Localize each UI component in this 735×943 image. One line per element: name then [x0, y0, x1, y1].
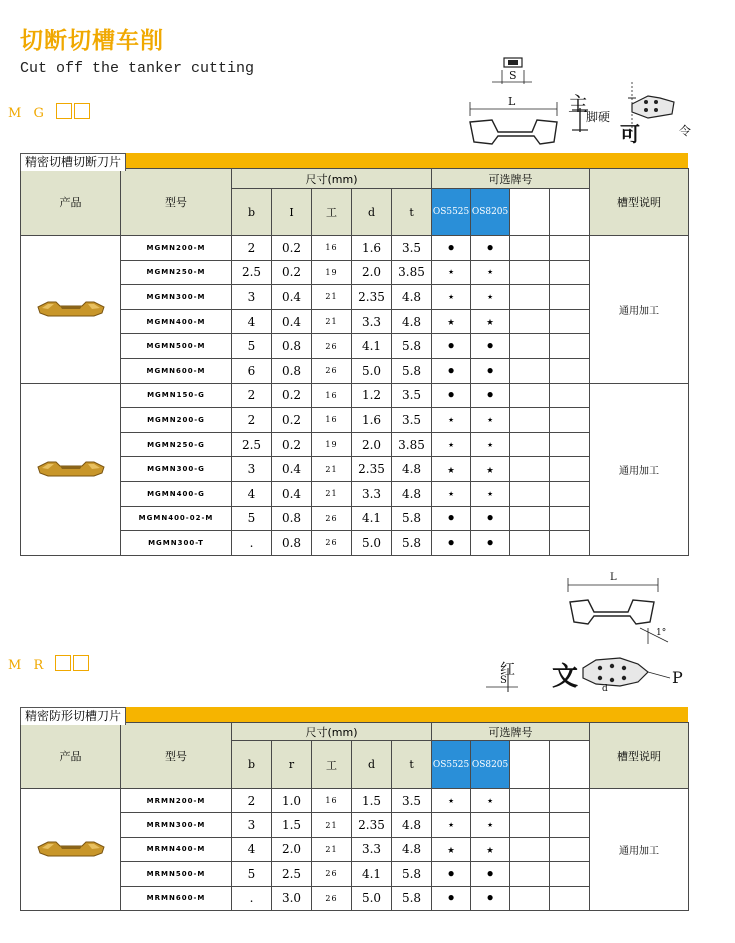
t-cell: 4.8	[392, 285, 432, 310]
w-cell: 21	[312, 285, 352, 310]
brand-1-mark: ★	[432, 457, 471, 482]
mg-header-dims: 尺寸(mm)	[232, 169, 432, 189]
table-row	[21, 481, 689, 506]
mr-header-brand-1: OS5525	[432, 741, 471, 789]
w-cell: 26	[312, 862, 352, 886]
d-cell: 3.3	[352, 481, 392, 506]
mr-series-code	[8, 655, 91, 675]
brand-4-mark	[550, 789, 590, 813]
product-image	[21, 236, 121, 384]
model-cell: MGMN300-M	[121, 285, 232, 310]
brand-2-mark: ●	[471, 334, 510, 359]
t-cell: 3.5	[392, 408, 432, 433]
t-cell: 3.5	[392, 236, 432, 261]
model-cell: MGMN600-M	[121, 358, 232, 383]
d-cell: 2.35	[352, 457, 392, 482]
table-row	[21, 789, 689, 813]
brand-2-mark: ★	[471, 837, 510, 861]
brand-3-mark	[510, 358, 550, 383]
mr-diagram-label-t: 1°	[656, 628, 667, 638]
brand-1-mark: ●	[432, 334, 471, 359]
mr-banner-label: 精密防形切槽刀片	[20, 707, 126, 725]
brand-3-mark	[510, 531, 550, 556]
mg-diagram-label-a: 主	[568, 92, 588, 116]
table-row	[21, 506, 689, 531]
r-cell: 0.2	[272, 408, 312, 433]
model-cell: MGMN150-G	[121, 383, 232, 408]
mr-section	[20, 707, 688, 911]
mg-header-t: t	[392, 189, 432, 236]
mg-header-w: 工	[312, 189, 352, 236]
table-row	[21, 285, 689, 310]
brand-3-mark	[510, 236, 550, 261]
mg-header-model: 型号	[121, 169, 232, 236]
mr-header-product: 产品	[21, 723, 121, 789]
b-cell: 2	[232, 383, 272, 408]
table-row	[21, 432, 689, 457]
b-cell: 5	[232, 506, 272, 531]
brand-4-mark	[550, 481, 590, 506]
b-cell: 4	[232, 309, 272, 334]
brand-4-mark	[550, 260, 590, 285]
mg-header-b: b	[232, 189, 272, 236]
r-cell: 0.4	[272, 309, 312, 334]
brand-4-mark	[550, 408, 590, 433]
t-cell: 4.8	[392, 309, 432, 334]
brand-1-mark: ★	[432, 481, 471, 506]
brand-2-mark: ★	[471, 481, 510, 506]
brand-3-mark	[510, 886, 550, 910]
table-row	[21, 886, 689, 910]
brand-1-mark: ●	[432, 506, 471, 531]
b-cell: 3	[232, 285, 272, 310]
d-cell: 2.0	[352, 432, 392, 457]
mr-header-b: b	[232, 741, 272, 789]
mg-series-code	[8, 103, 92, 123]
mr-header-note: 槽型说明	[590, 723, 689, 789]
t-cell: 5.8	[392, 506, 432, 531]
t-cell: 5.8	[392, 358, 432, 383]
mg-header-brands: 可选牌号	[432, 169, 590, 189]
mr-series-code-boxes	[55, 655, 91, 675]
model-cell: MGMN300-T	[121, 531, 232, 556]
mr-header-t: t	[392, 741, 432, 789]
product-image	[21, 383, 121, 555]
d-cell: 2.35	[352, 813, 392, 837]
d-cell: 3.3	[352, 837, 392, 861]
brand-2-mark: ★	[471, 285, 510, 310]
brand-4-mark	[550, 457, 590, 482]
mg-group-2	[21, 383, 689, 555]
brand-2-mark: ●	[471, 358, 510, 383]
d-cell: 1.2	[352, 383, 392, 408]
r-cell: 0.4	[272, 457, 312, 482]
d-cell: 4.1	[352, 862, 392, 886]
mg-header-d: d	[352, 189, 392, 236]
mg-diagram-label-c: 可	[620, 122, 640, 146]
brand-1-mark: ●	[432, 383, 471, 408]
insert-icon	[36, 299, 106, 319]
model-cell: MRMN600-M	[121, 886, 232, 910]
model-cell: MGMN250-M	[121, 260, 232, 285]
d-cell: 2.0	[352, 260, 392, 285]
d-cell: 1.6	[352, 236, 392, 261]
model-cell: MGMN300-G	[121, 457, 232, 482]
brand-2-mark: ★	[471, 789, 510, 813]
brand-1-mark: ★	[432, 837, 471, 861]
r-cell: 0.4	[272, 285, 312, 310]
brand-2-mark: ●	[471, 506, 510, 531]
brand-2-mark: ★	[471, 260, 510, 285]
w-cell: 21	[312, 813, 352, 837]
brand-3-mark	[510, 506, 550, 531]
r-cell: 0.4	[272, 481, 312, 506]
b-cell: 6	[232, 358, 272, 383]
brand-3-mark	[510, 285, 550, 310]
b-cell: 2	[232, 408, 272, 433]
brand-1-mark: ★	[432, 285, 471, 310]
brand-1-mark: ★	[432, 813, 471, 837]
w-cell: 26	[312, 886, 352, 910]
mr-header-d: d	[352, 741, 392, 789]
d-cell: 1.5	[352, 789, 392, 813]
brand-1-mark: ●	[432, 358, 471, 383]
mg-group-1	[21, 236, 689, 384]
mg-series-code-boxes	[56, 103, 92, 123]
r-cell: 0.8	[272, 358, 312, 383]
b-cell: 3	[232, 813, 272, 837]
mr-header-row-1	[21, 723, 689, 741]
mr-diagram-label-a: 红	[500, 660, 516, 678]
table-row	[21, 457, 689, 482]
brand-1-mark: ●	[432, 886, 471, 910]
r-cell: 1.0	[272, 789, 312, 813]
brand-1-mark: ★	[432, 789, 471, 813]
note-cell: 通用加工	[590, 236, 689, 384]
w-cell: 16	[312, 236, 352, 261]
r-cell: 0.2	[272, 260, 312, 285]
brand-2-mark: ●	[471, 862, 510, 886]
brand-2-mark: ●	[471, 531, 510, 556]
brand-1-mark: ★	[432, 260, 471, 285]
b-cell: 5	[232, 862, 272, 886]
mg-series-code-text: M G	[8, 106, 48, 121]
brand-4-mark	[550, 813, 590, 837]
r-cell: 0.2	[272, 432, 312, 457]
w-cell: 21	[312, 457, 352, 482]
mr-insert-diagram	[478, 572, 728, 702]
w-cell: 21	[312, 309, 352, 334]
brand-3-mark	[510, 334, 550, 359]
model-cell: MRMN200-M	[121, 789, 232, 813]
b-cell: 5	[232, 334, 272, 359]
model-cell: MGMN400-02-M	[121, 506, 232, 531]
mr-banner	[20, 707, 688, 722]
brand-2-mark: ●	[471, 236, 510, 261]
mg-banner-label: 精密切槽切断刀片	[20, 153, 126, 171]
model-cell: MGMN500-M	[121, 334, 232, 359]
r-cell: 0.2	[272, 236, 312, 261]
brand-4-mark	[550, 886, 590, 910]
t-cell: 3.5	[392, 383, 432, 408]
model-cell: MGMN400-G	[121, 481, 232, 506]
t-cell: 3.5	[392, 789, 432, 813]
r-cell: 0.2	[272, 383, 312, 408]
brand-3-mark	[510, 432, 550, 457]
mr-diagram-label-s: S	[500, 675, 507, 686]
mr-insert-drawing	[478, 572, 728, 702]
brand-4-mark	[550, 432, 590, 457]
mg-diagram-label-b: 脚硬	[586, 110, 611, 124]
brand-1-mark: ●	[432, 862, 471, 886]
table-row	[21, 837, 689, 861]
brand-3-mark	[510, 837, 550, 861]
r-cell: 1.5	[272, 813, 312, 837]
d-cell: 4.1	[352, 506, 392, 531]
t-cell: 5.8	[392, 862, 432, 886]
t-cell: 5.8	[392, 334, 432, 359]
d-cell: 5.0	[352, 886, 392, 910]
w-cell: 26	[312, 334, 352, 359]
brand-3-mark	[510, 383, 550, 408]
mr-diagram-label-d: d	[602, 684, 608, 694]
t-cell: 3.85	[392, 260, 432, 285]
brand-1-mark: ●	[432, 531, 471, 556]
d-cell: 1.6	[352, 408, 392, 433]
mg-diagram-label-d: 令	[679, 124, 692, 138]
brand-1-mark: ★	[432, 309, 471, 334]
brand-2-mark: ★	[471, 309, 510, 334]
w-cell: 21	[312, 837, 352, 861]
mg-header-brand-1: OS5525	[432, 189, 471, 236]
brand-2-mark: ★	[471, 432, 510, 457]
t-cell: 4.8	[392, 837, 432, 861]
mg-header-row-1	[21, 169, 689, 189]
mg-header-brand-3	[510, 189, 550, 236]
product-image	[21, 789, 121, 911]
t-cell: 4.8	[392, 457, 432, 482]
table-row	[21, 813, 689, 837]
brand-3-mark	[510, 789, 550, 813]
b-cell: 3	[232, 457, 272, 482]
note-cell: 通用加工	[590, 789, 689, 911]
mr-header-r: r	[272, 741, 312, 789]
brand-1-mark: ★	[432, 432, 471, 457]
note-cell: 通用加工	[590, 383, 689, 555]
brand-2-mark: ★	[471, 408, 510, 433]
r-cell: 0.8	[272, 334, 312, 359]
b-cell: .	[232, 886, 272, 910]
model-cell: MRMN500-M	[121, 862, 232, 886]
w-cell: 16	[312, 408, 352, 433]
w-cell: 16	[312, 383, 352, 408]
insert-icon	[36, 839, 106, 859]
mr-table	[20, 722, 689, 911]
b-cell: 4	[232, 481, 272, 506]
insert-icon	[36, 459, 106, 479]
brand-3-mark	[510, 813, 550, 837]
w-cell: 26	[312, 506, 352, 531]
page-title: 切断切槽车削	[20, 28, 164, 54]
brand-4-mark	[550, 309, 590, 334]
mr-header-brands: 可选牌号	[432, 723, 590, 741]
w-cell: 16	[312, 789, 352, 813]
mr-header-brand-2: OS8205	[471, 741, 510, 789]
table-row	[21, 260, 689, 285]
mr-series-code-text: M R	[8, 658, 48, 673]
brand-3-mark	[510, 408, 550, 433]
d-cell: 5.0	[352, 531, 392, 556]
r-cell: 0.8	[272, 531, 312, 556]
mg-insert-drawing	[462, 52, 732, 152]
brand-4-mark	[550, 383, 590, 408]
mr-header-brand-3	[510, 741, 550, 789]
mr-group-1	[21, 789, 689, 911]
mr-diagram-label-l: L	[610, 572, 617, 583]
mg-insert-diagram	[462, 52, 732, 152]
table-row	[21, 334, 689, 359]
b-cell: 2.5	[232, 260, 272, 285]
t-cell: 3.85	[392, 432, 432, 457]
model-cell: MGMN200-M	[121, 236, 232, 261]
brand-1-mark: ★	[432, 408, 471, 433]
brand-4-mark	[550, 236, 590, 261]
mg-header-r: I	[272, 189, 312, 236]
mg-header-note: 槽型说明	[590, 169, 689, 236]
table-row	[21, 862, 689, 886]
b-cell: 4	[232, 837, 272, 861]
w-cell: 21	[312, 481, 352, 506]
table-row	[21, 383, 689, 408]
brand-4-mark	[550, 837, 590, 861]
brand-3-mark	[510, 457, 550, 482]
t-cell: 4.8	[392, 481, 432, 506]
t-cell: 5.8	[392, 886, 432, 910]
mg-section	[20, 153, 688, 556]
model-cell: MGMN400-M	[121, 309, 232, 334]
mr-header-w: 工	[312, 741, 352, 789]
table-row	[21, 531, 689, 556]
table-row	[21, 408, 689, 433]
brand-4-mark	[550, 531, 590, 556]
brand-3-mark	[510, 862, 550, 886]
w-cell: 19	[312, 432, 352, 457]
brand-1-mark: ●	[432, 236, 471, 261]
d-cell: 5.0	[352, 358, 392, 383]
brand-4-mark	[550, 285, 590, 310]
brand-4-mark	[550, 358, 590, 383]
table-row	[21, 358, 689, 383]
brand-2-mark: ★	[471, 457, 510, 482]
mr-diagram-label-b: 文	[552, 662, 579, 692]
model-cell: MGMN250-G	[121, 432, 232, 457]
model-cell: MRMN400-M	[121, 837, 232, 861]
table-row	[21, 309, 689, 334]
mg-header-product: 产品	[21, 169, 121, 236]
r-cell: 3.0	[272, 886, 312, 910]
mg-header-brand-4	[550, 189, 590, 236]
brand-4-mark	[550, 862, 590, 886]
b-cell: 2	[232, 236, 272, 261]
brand-2-mark: ★	[471, 813, 510, 837]
b-cell: 2	[232, 789, 272, 813]
brand-3-mark	[510, 309, 550, 334]
brand-3-mark	[510, 260, 550, 285]
mr-header-dims: 尺寸(mm)	[232, 723, 432, 741]
r-cell: 0.8	[272, 506, 312, 531]
w-cell: 19	[312, 260, 352, 285]
table-row	[21, 236, 689, 261]
r-cell: 2.5	[272, 862, 312, 886]
d-cell: 4.1	[352, 334, 392, 359]
page-subtitle: Cut off the tanker cutting	[20, 60, 255, 77]
w-cell: 26	[312, 531, 352, 556]
w-cell: 26	[312, 358, 352, 383]
t-cell: 5.8	[392, 531, 432, 556]
mr-header-model: 型号	[121, 723, 232, 789]
brand-3-mark	[510, 481, 550, 506]
b-cell: .	[232, 531, 272, 556]
brand-2-mark: ●	[471, 383, 510, 408]
brand-2-mark: ●	[471, 886, 510, 910]
mr-header-brand-4	[550, 741, 590, 789]
brand-4-mark	[550, 506, 590, 531]
model-cell: MRMN300-M	[121, 813, 232, 837]
d-cell: 2.35	[352, 285, 392, 310]
mg-banner	[20, 153, 688, 168]
mg-table	[20, 168, 689, 556]
mg-diagram-label-l: L	[508, 95, 516, 108]
r-cell: 2.0	[272, 837, 312, 861]
mg-diagram-label-s: S	[509, 69, 517, 82]
d-cell: 3.3	[352, 309, 392, 334]
brand-4-mark	[550, 334, 590, 359]
model-cell: MGMN200-G	[121, 408, 232, 433]
b-cell: 2.5	[232, 432, 272, 457]
mr-diagram-label-p: P	[672, 668, 683, 687]
t-cell: 4.8	[392, 813, 432, 837]
mg-header-brand-2: OS8205	[471, 189, 510, 236]
